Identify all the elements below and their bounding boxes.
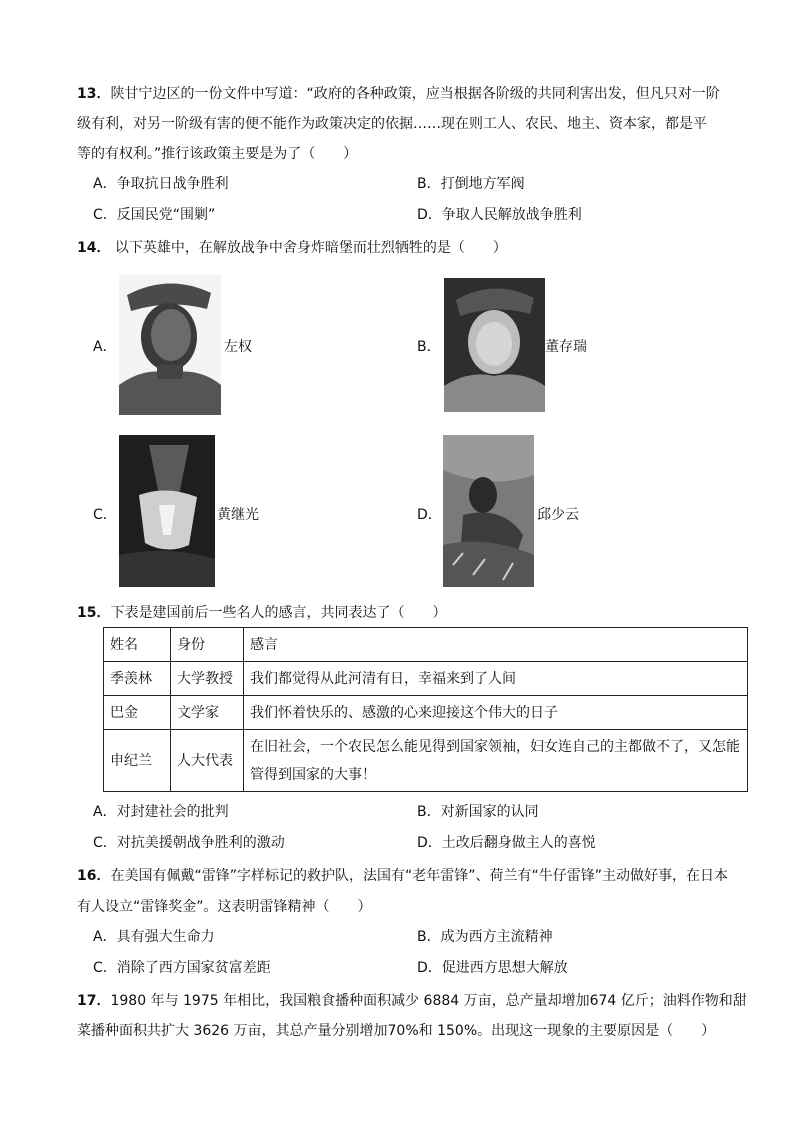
- q14-option-a-letter[interactable]: A．: [93, 339, 117, 355]
- q13-line3: 等的有权利。”推行该政策主要是为了（ ）: [77, 146, 358, 162]
- table-row: 申纪兰 人大代表 在旧社会，一个农民怎么能见得到国家领袖，妇女连自己的主都做不了，又怎能管得到国家的大事！: [104, 730, 748, 792]
- q17-line2: 菜播种面积共扩大 3626 万亩，其总产量分别增加70%和 150%。出现这一现象的主要原因是（ ）: [77, 1023, 716, 1039]
- q13-line1: 13．陕甘宁边区的一份文件中写道：“政府的各种政策，应当根据各阶级的共同利害出发，但凡只对一阶: [77, 86, 720, 102]
- q15-number: 15．: [77, 605, 111, 621]
- q14-option-b-name: 董存瑞: [545, 339, 587, 355]
- q14-option-a-name: 左权: [224, 339, 252, 355]
- q14-option-c-letter[interactable]: C．: [93, 507, 117, 523]
- q14-option-b-letter[interactable]: B．: [417, 339, 441, 355]
- header-quote: 感言: [244, 628, 748, 662]
- q13-option-c[interactable]: C．反国民党“围剿”: [93, 207, 216, 223]
- q14-option-c-name: 黄继光: [217, 507, 259, 523]
- table-row: 季羡林 大学教授 我们都觉得从此河清有日，幸福来到了人间: [104, 662, 748, 696]
- q15-option-c[interactable]: C．对抗美援朝战争胜利的激动: [93, 835, 285, 851]
- q16-option-c[interactable]: C．消除了西方国家贫富差距: [93, 960, 271, 976]
- q16-option-d[interactable]: D．促进西方思想大解放: [417, 960, 568, 976]
- q13-number: 13．: [77, 86, 111, 102]
- q14-number: 14．: [77, 240, 111, 256]
- q17-number: 17．: [77, 993, 111, 1009]
- q15-stem: 15．下表是建国前后一些名人的感言，共同表达了（ ）: [77, 605, 447, 621]
- q14-stem: 14． 以下英雄中，在解放战争中舍身炸暗堡而壮烈牺牲的是（ ）: [77, 240, 507, 256]
- q15-option-d[interactable]: D．土改后翻身做主人的喜悦: [417, 835, 596, 851]
- painting-photo-c: [119, 435, 215, 587]
- q15-option-a[interactable]: A．对封建社会的批判: [93, 804, 229, 820]
- header-name: 姓名: [104, 628, 171, 662]
- q14-option-d-letter[interactable]: D．: [417, 507, 442, 523]
- q13-option-a[interactable]: A．争取抗日战争胜利: [93, 176, 229, 192]
- portrait-photo-b: [444, 278, 545, 412]
- q16-line1: 16．在美国有佩戴“雷锋”字样标记的救护队，法国有“老年雷锋”、荷兰有“牛仔雷锋”主动做好事，在日本: [77, 868, 728, 884]
- q13-option-b[interactable]: B．打倒地方军阀: [417, 176, 525, 192]
- q15-option-b[interactable]: B．对新国家的认同: [417, 804, 539, 820]
- q13-option-d[interactable]: D．争取人民解放战争胜利: [417, 207, 582, 223]
- q17-line1: 17．1980 年与 1975 年相比，我国粮食播种面积减少 6884 万亩，总产量却增加674 亿斤；油料作物和甜: [77, 993, 747, 1009]
- q16-number: 16．: [77, 868, 111, 884]
- portrait-photo-a: [119, 275, 221, 415]
- painting-photo-d: [443, 435, 534, 587]
- q16-line2: 有人设立“雷锋奖金”。这表明雷锋精神（ ）: [77, 899, 372, 915]
- q16-option-a[interactable]: A．具有强大生命力: [93, 929, 215, 945]
- header-identity: 身份: [171, 628, 244, 662]
- quotes-table: [103, 627, 748, 792]
- table-row: 巴金 文学家 我们怀着快乐的、感激的心来迎接这个伟大的日子: [104, 696, 748, 730]
- table-header-row: [104, 628, 748, 662]
- q16-option-b[interactable]: B．成为西方主流精神: [417, 929, 553, 945]
- q14-option-d-name: 邱少云: [537, 507, 579, 523]
- q13-line2: 级有利，对另一阶级有害的便不能作为政策决定的依据……现在则工人、农民、地主、资本家，都是平: [77, 116, 707, 132]
